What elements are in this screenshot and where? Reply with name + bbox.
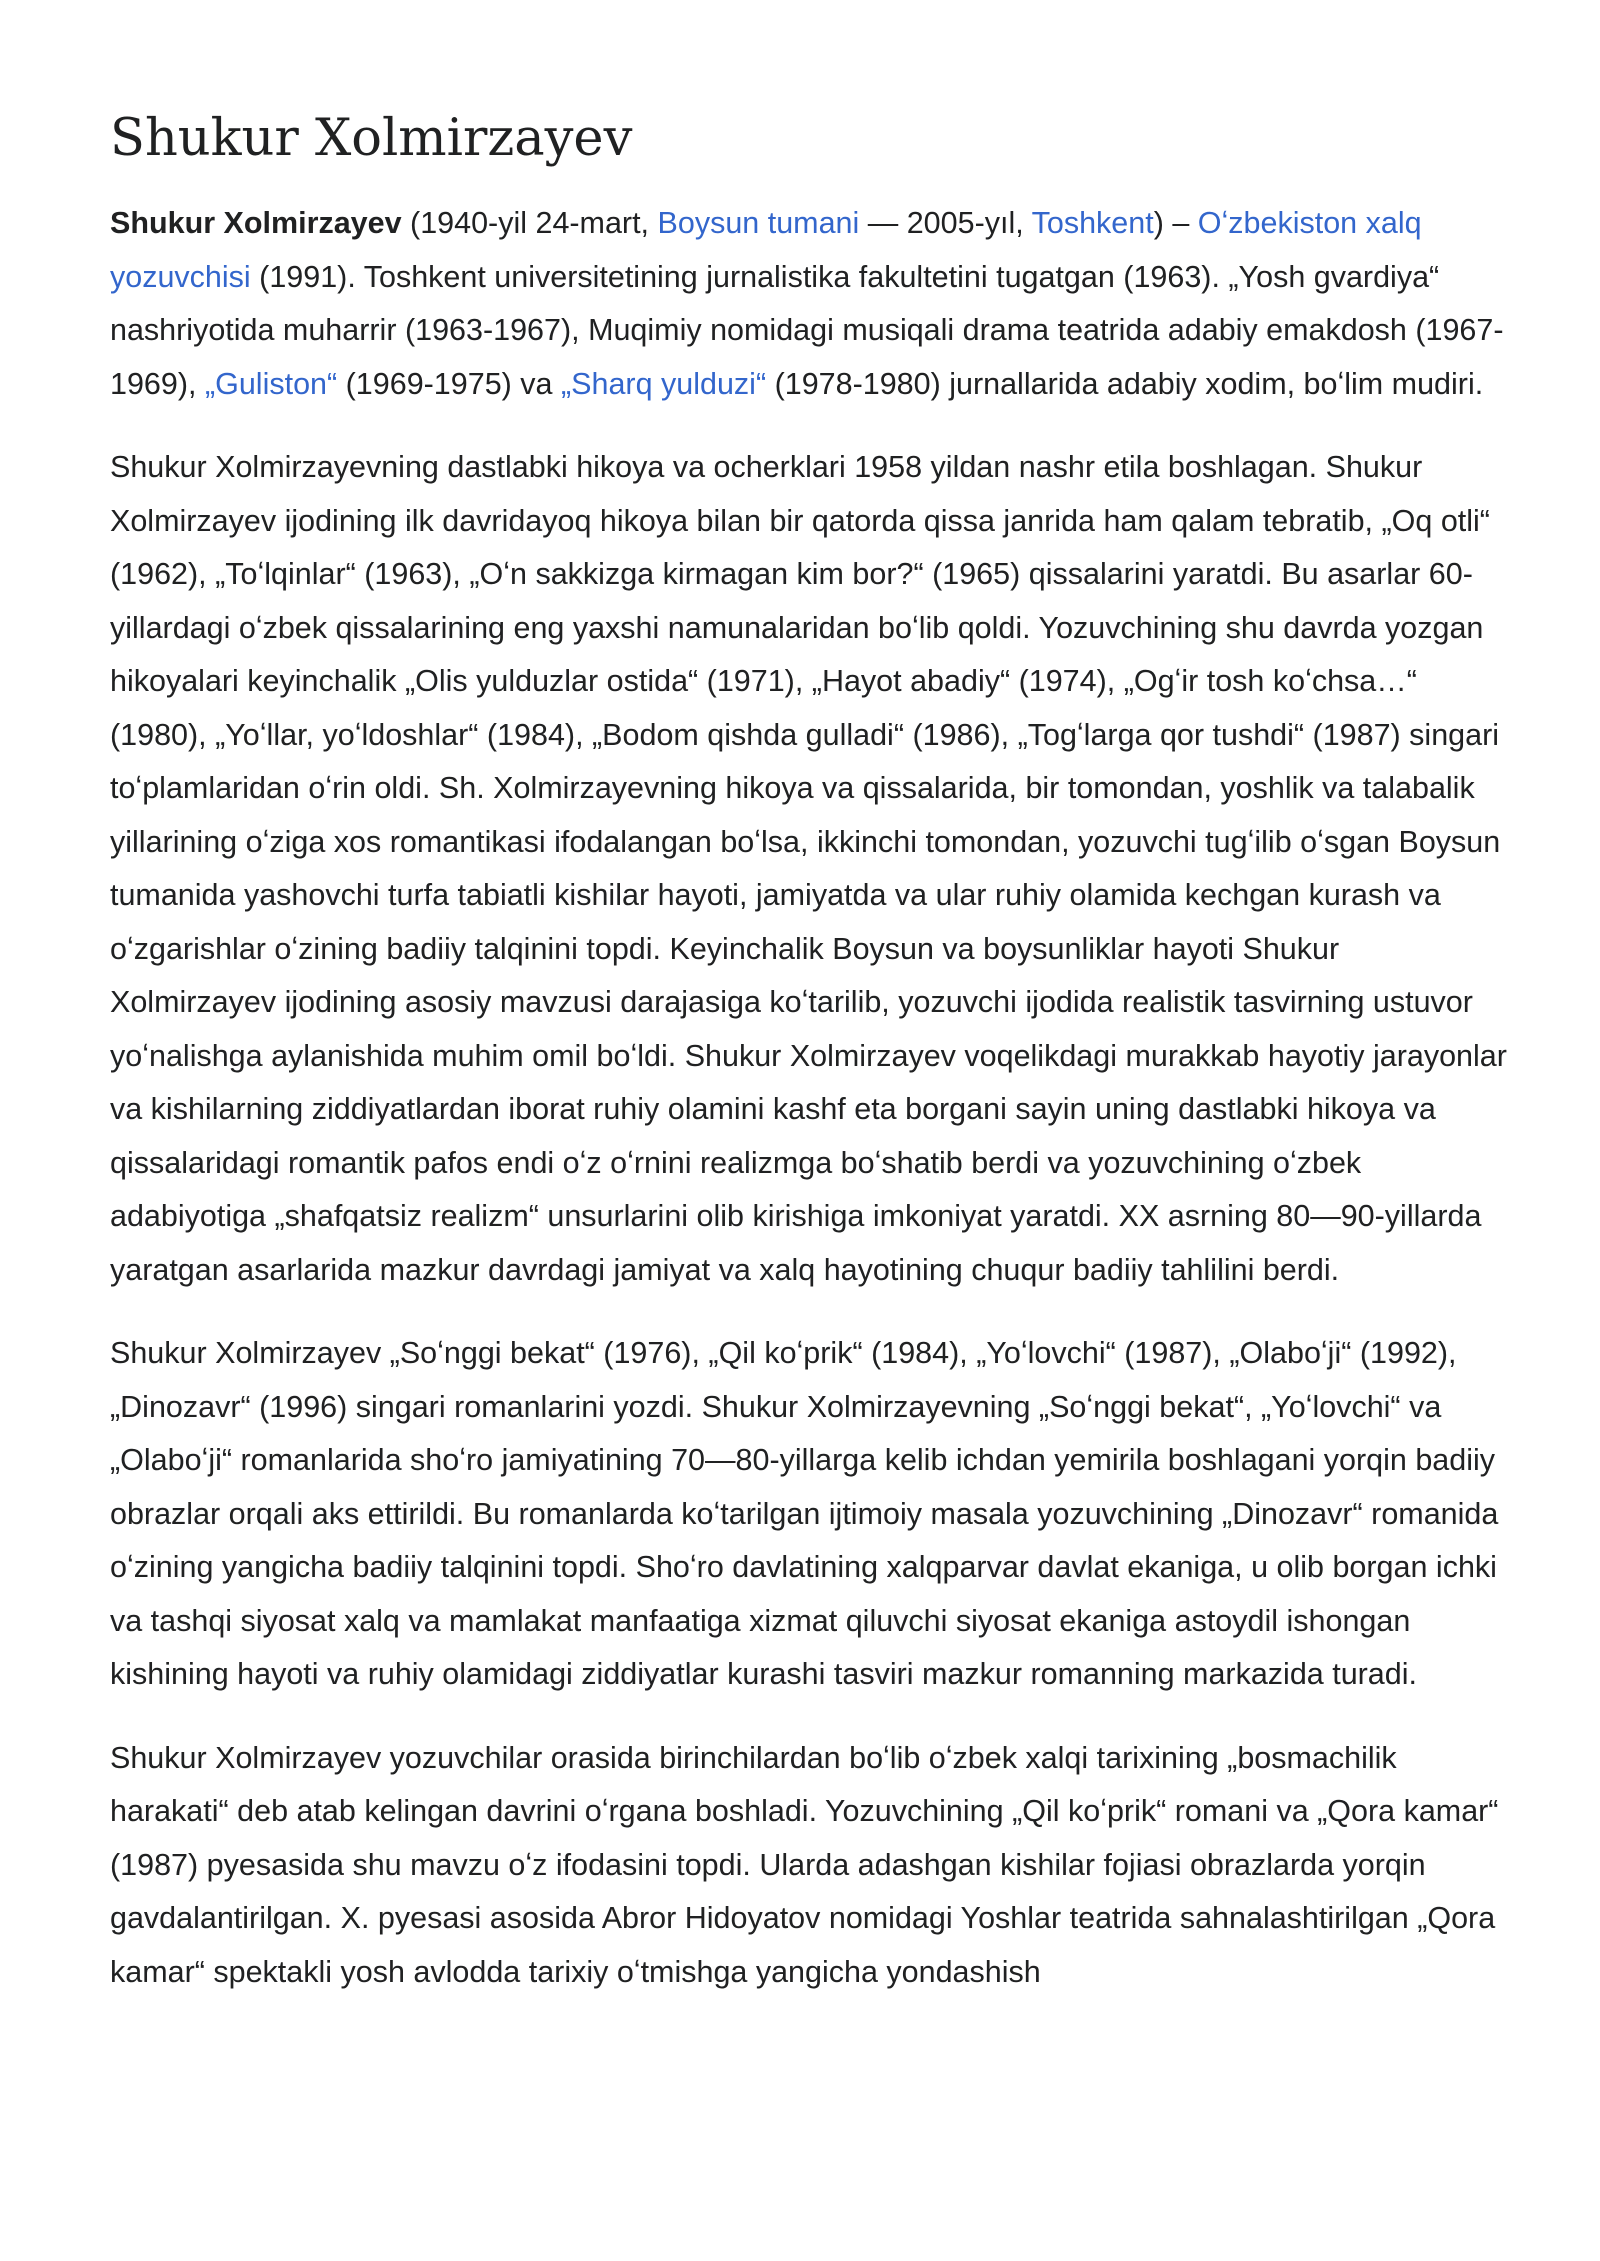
intro-text-5: (1969-1975) va <box>337 366 561 401</box>
intro-paragraph <box>110 197 1510 411</box>
paragraph-novels: Shukur Xolmirzayev „Soʻnggi bekat“ (1976), „Qil koʻprik“ (1984), „Yoʻlovchi“ (1987), „Olaboʻji“ (1992), „Dinozavr“ (1996) singari romanlarini yozdi. Shukur Xolmirzayevning „Soʻnggi bekat“, „Yoʻlovchi“ va „Olaboʻji“ romanlarida shoʻro jamiyatining 70—80-yillarga kelib ichdan yemirila boshlagani yorqin badiiy obrazlar orqali aks ettirildi. Bu romanlarda koʻtarilgan ijtimoiy masala yozuvchining „Dinozavr“ romanida oʻzining yangicha badiiy talqinini topdi. Shoʻro davlatining xalqparvar davlat ekaniga, u olib borgan ichki va tashqi siyosat xalq va mamlakat manfaatiga xizmat qiluvchi siyosat ekaniga astoydil ishongan kishining hayoti va ruhiy olamidagi ziddiyatlar kurashi tasviri mazkur romanning markazida turadi. <box>110 1336 1499 1692</box>
intro-text-3: ) – <box>1153 206 1198 241</box>
subject-name: Shukur Xolmirzayev <box>110 206 402 241</box>
link-sharq-yulduzi[interactable]: „Sharq yulduzi“ <box>560 366 767 401</box>
paragraph-early-works: Shukur Xolmirzayevning dastlabki hikoya va ocherklari 1958 yildan nashr etila boshlagan. Shukur Xolmirzayev ijodining ilk davridayoq hikoya bilan bir qatorda qissa janrida ham qalam tebratib, „Oq otli“ (1962), „Toʻlqinlar“ (1963), „Oʻn sakkizga kirmagan kim bor?“ (1965) qissalarini yaratdi. Bu asarlar 60-yillardagi oʻzbek qissalarining eng yaxshi namunalaridan boʻlib qoldi. Yozuvchining shu davrda yozgan hikoyalari keyinchalik „Olis yulduzlar ostida“ (1971), „Hayot abadiy“ (1974), „Ogʻir tosh koʻchsa…“ (1980), „Yoʻllar, yoʻldoshlar“ (1984), „Bodom qishda gulladi“ (1986), „Togʻlarga qor tushdi“ (1987) singari toʻplamlaridan oʻrin oldi. Sh. Xolmirzayevning hikoya va qissalarida, bir tomondan, yoshlik va talabalik yillarining oʻziga xos romantikasi ifodalangan boʻlsa, ikkinchi tomondan, yozuvchi tugʻilib oʻsgan Boysun tumanida yashovchi turfa tabiatli kishilar hayoti, jamiyatda va ular ruhiy olamida kechgan kurash va oʻzgarishlar oʻzining badiiy talqinini topdi. Keyinchalik Boysun va boysunliklar hayoti Shukur Xolmirzayev ijodining asosiy mavzusi darajasiga koʻtarilib, yozuvchi ijodida realistik tasvirning ustuvor yoʻnalishga aylanishida muhim omil boʻldi. Shukur Xolmirzayev voqelikdagi murakkab hayotiy jarayonlar va kishilarning ziddiyatlardan iborat ruhiy olamini kashf eta borgani sayin uning dastlabki hikoya va qissalaridagi romantik pafos endi oʻz oʻrnini realizmga boʻshatib berdi va yozuvchining oʻzbek adabiyotiga „shafqatsiz realizm“ unsurlarini olib kirishiga imkoniyat yaratdi. XX asrning 80—90-yillarda yaratgan asarlarida mazkur davrdagi jamiyat va xalq hayotining chuqur badiiy tahlilini berdi. <box>110 450 1507 1287</box>
link-toshkent[interactable]: Toshkent <box>1031 206 1154 241</box>
intro-text-4: (1991). Toshkent universitetining jurnalistika fakultetini tugatgan (1963). „Yosh gvardiya“ nashriyotida muharrir (1963-1967), Muqimiy nomidagi musiqali drama teatrida adabiy emakdosh (1967-1969), <box>110 259 1504 401</box>
page-title: Shukur Xolmirzayev <box>110 109 633 168</box>
paragraph-history-theme: Shukur Xolmirzayev yozuvchilar orasida birinchilardan boʻlib oʻzbek xalqi tarixining „bosmachilik harakati“ deb atab kelingan davrini oʻrgana boshladi. Yozuvchining „Qil koʻprik“ romani va „Qora kamar“ (1987) pyesasida shu mavzu oʻz ifodasini topdi. Ularda adashgan kishilar fojiasi obrazlarda yorqin gavdalantirilgan. X. pyesasi asosida Abror Hidoyatov nomidagi Yoshlar teatrida sahnalashtirilgan „Qora kamar“ spektakli yosh avlodda tarixiy oʻtmishga yangicha yondashish <box>110 1740 1499 1989</box>
intro-text-6: (1978-1980) jurnallarida adabiy xodim, boʻlim mudiri. <box>766 366 1484 401</box>
link-guliston[interactable]: „Guliston“ <box>204 366 338 401</box>
link-boysun-tumani[interactable]: Boysun tumani <box>657 206 860 241</box>
article <box>110 108 1510 2029</box>
link-xalq-yozuvchisi[interactable]: Oʻzbekiston xalq yozuvchisi <box>110 206 1422 294</box>
intro-text-1: (1940-yil 24-mart, <box>401 206 658 241</box>
intro-text-2: — 2005-yıl, <box>859 206 1032 241</box>
